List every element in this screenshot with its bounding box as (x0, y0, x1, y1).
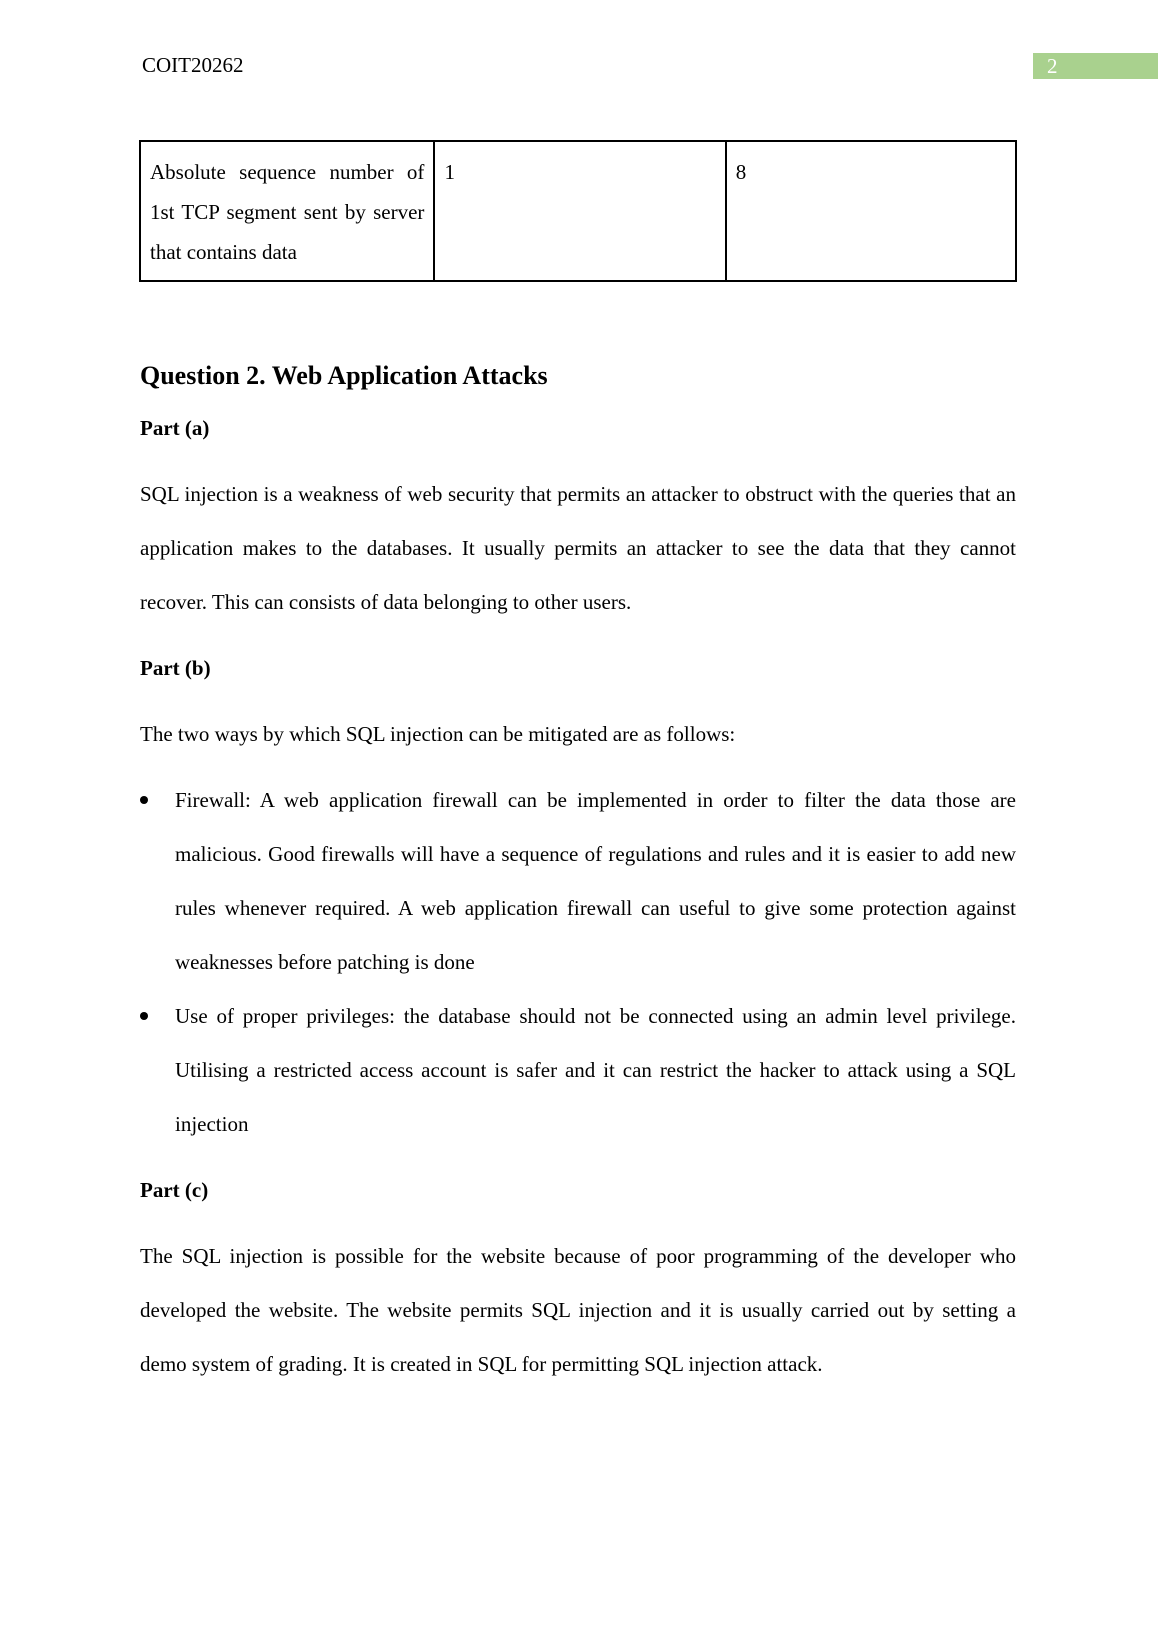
list-item (140, 989, 1016, 1151)
table-cell-value-2: 8 (726, 141, 1016, 281)
header-course-code: COIT20262 (142, 53, 244, 77)
list-item (140, 773, 1016, 989)
section-title: Question 2. Web Application Attacks (140, 361, 548, 390)
bullet-icon (140, 1012, 148, 1020)
part-c-heading: Part (c) (140, 1178, 209, 1202)
mitigation-list (140, 773, 1016, 1151)
part-a-heading: Part (a) (140, 416, 210, 440)
table-row (140, 141, 1016, 281)
part-b-heading: Part (b) (140, 656, 211, 680)
bullet-text-privileges: Use of proper privileges: the database should not be connected using an admin level privilege. Utilising a restricted access account is safer and it can restrict the hacker to attack using a SQL injection (175, 1004, 1016, 1136)
document-body (140, 355, 1016, 1391)
part-c-paragraph: The SQL injection is possible for the website because of poor programming of the developer who developed the website. The website permits SQL injection and it is usually carried out by setting a demo system of grading. It is created in SQL for permitting SQL injection attack. (140, 1244, 1016, 1376)
part-a-paragraph: SQL injection is a weakness of web security that permits an attacker to obstruct with the queries that an application makes to the databases. It usually permits an attacker to see the data that they cannot recover. This can consists of data belonging to other users. (140, 482, 1016, 614)
table-cell-label: Absolute sequence number of 1st TCP segment sent by server that contains data (140, 141, 434, 281)
tcp-sequence-table (139, 140, 1017, 282)
part-b-intro: The two ways by which SQL injection can be mitigated are as follows: (140, 722, 736, 746)
table-cell-value-1: 1 (434, 141, 725, 281)
page-number: 2 (1033, 53, 1158, 79)
bullet-text-firewall: Firewall: A web application firewall can be implemented in order to filter the data those are malicious. Good firewalls will have a sequence of regulations and rules and it is easier to add new rules whenever required. A web application firewall can useful to give some protection against weaknesses before patching is done (175, 788, 1016, 974)
bullet-icon (140, 796, 148, 804)
